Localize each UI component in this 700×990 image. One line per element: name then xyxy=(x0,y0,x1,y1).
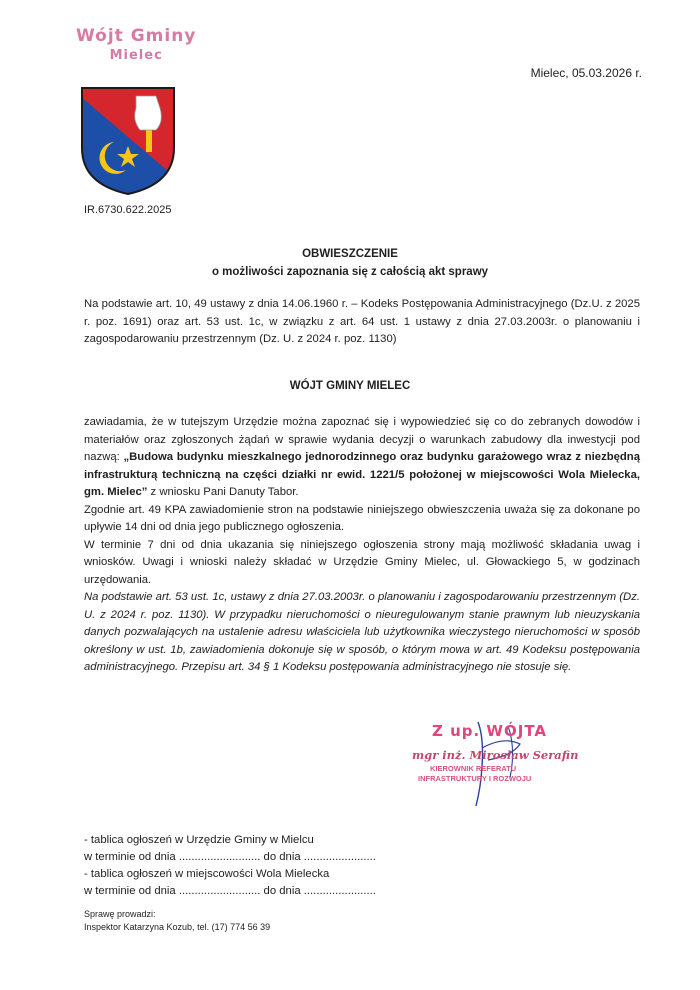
signatory-role-line1: KIEROWNIK REFERATU xyxy=(430,764,517,773)
signatory-name: mgr inż. Mirosław Serafin xyxy=(412,748,579,762)
posting-line-2: w terminie od dnia .......................... do dnia ....................... xyxy=(84,851,376,863)
delivery-paragraph: Zgodnie art. 49 KPA zawiadomienie stron na podstawie niniejszego obwieszczenia uważa się za dokonane po upływie 14 dni od dnia jego publicznego ogłoszenia. xyxy=(84,503,640,533)
notice-subtitle: o możliwości zapoznania się z całością akt sprawy xyxy=(211,266,489,278)
reference-number: IR.6730.622.2025 xyxy=(84,204,172,216)
document-date: Mielec, 05.03.2026 r. xyxy=(530,66,642,80)
case-handler-footer xyxy=(84,908,270,934)
posting-info xyxy=(84,832,376,900)
coat-of-arms-icon xyxy=(80,86,176,196)
deadline-paragraph: W terminie 7 dni od dnia ukazania się niniejszego ogłoszenia strony mają możliwość składania uwag i wniosków. Uwagi i wnioski należy składać w Urzędzie Gminy Mielec, ul. Głowackiego 5, w godzinach urzędowania. xyxy=(84,538,640,586)
office-stamp xyxy=(76,26,196,63)
announcement-outro: z wniosku Pani Danuty Tabor. xyxy=(147,486,299,498)
notice-body xyxy=(84,414,640,677)
investment-name: „Budowa budynku mieszkalnego jednorodzinnego oraz budynku garażowego wraz z niezbędną infrastrukturą techniczną na części działki nr ewid. 1221/5 położonej w miejscowości Wola Mielecka, gm. Mielec” xyxy=(84,451,640,498)
case-handler-contact: Inspektor Katarzyna Kozub, tel. (17) 774 56 39 xyxy=(84,922,271,932)
office-stamp-line1: Wójt Gminy xyxy=(76,26,197,46)
signatory-role-line2: INFRASTRUKTURY I ROZWOJU xyxy=(418,774,532,783)
signature-block xyxy=(412,722,592,812)
notice-title: OBWIESZCZENIE xyxy=(302,248,398,260)
posting-line-4: w terminie od dnia .......................... do dnia ....................... xyxy=(84,885,376,897)
legal-basis-paragraph: Na podstawie art. 10, 49 ustawy z dnia 14.06.1960 r. – Kodeks Postępowania Administracyjnego (Dz.U. z 2025 r. poz. 1691) oraz art. 53 ust. 1c, w związku z art. 64 ust. 1 ustawy z dnia 27.03.2003r. o planowaniu i zagospodarowaniu przestrzennym (Dz. U. z 2024 r. poz. 1130) xyxy=(84,298,640,345)
announcement-paragraph xyxy=(84,414,640,502)
legal-note-paragraph: Na podstawie art. 53 ust. 1c, ustawy z dnia 27.03.2003r. o planowaniu i zagospodarowaniu przestrzennym (Dz. U. z 2024 r. poz. 1130). W przypadku nieruchomości o nieuregulowanym stanie prawnym lub nieuzyskania danych pozwalających na ustalenie adresu właściciela lub użytkownika wieczystego nieruchomości w sposób określony w ust. 1b, zawiadomienia dokonuje się w sposób, o którym mowa w art. 49 Kodeksu postępowania administracyjnego. Przepisu art. 34 § 1 Kodeksu postępowania administracyjnego nie stosuje się. xyxy=(84,591,640,673)
signature-stamp-line: Z up. WÓJTA xyxy=(432,722,547,740)
case-handler-label: Sprawę prowadzi: xyxy=(84,909,156,919)
authority-heading: WÓJT GMINY MIELEC xyxy=(289,380,411,392)
announcement-intro: zawiadamia, że w tutejszym Urzędzie można zapoznać się i wypowiedzieć się co do zebranych dowodów i materiałów oraz zgłoszonych żądań w sprawie wydania decyzji o warunkach zabudowy dla inwestycji pod nazwą: xyxy=(84,416,640,463)
posting-line-3: - tablica ogłoszeń w miejscowości Wola Mielecka xyxy=(84,868,330,880)
posting-line-1: - tablica ogłoszeń w Urzędzie Gminy w Mielcu xyxy=(84,834,314,846)
office-stamp-line2: Mielec xyxy=(109,48,163,63)
